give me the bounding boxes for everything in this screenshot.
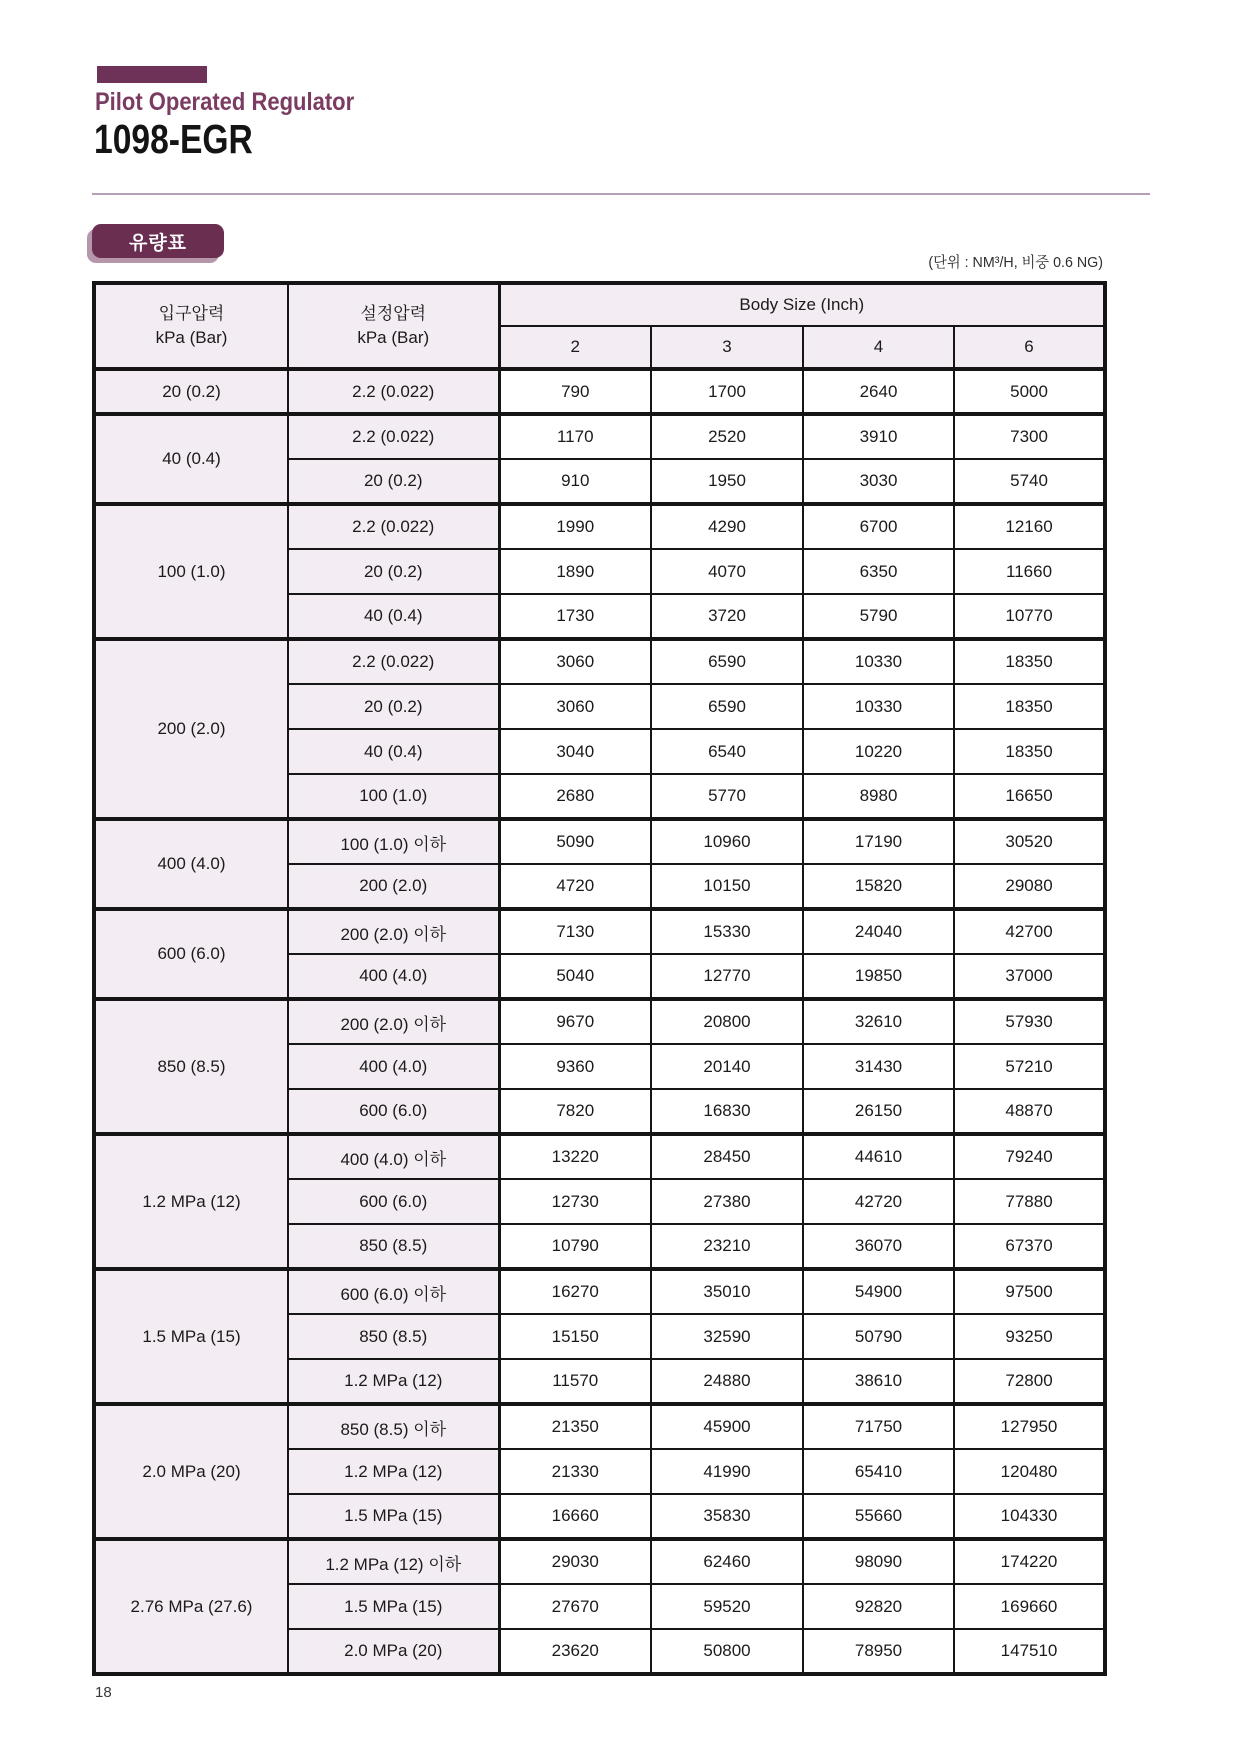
flow-value-cell: 71750 [803,1404,954,1449]
flow-value-cell: 98090 [803,1539,954,1584]
table-row [94,1134,1105,1179]
flow-value-cell: 28450 [651,1134,803,1179]
table-row [94,639,1105,684]
header-row-top [94,283,1105,326]
flow-value-cell: 3030 [803,459,954,504]
flow-value-cell: 2680 [499,774,651,819]
flow-value-cell: 97500 [954,1269,1105,1314]
flow-value-cell: 5000 [954,369,1105,414]
flow-value-cell: 10330 [803,684,954,729]
inlet-pressure-cell: 20 (0.2) [94,369,288,414]
inlet-pressure-cell: 200 (2.0) [94,639,288,819]
flow-value-cell: 13220 [499,1134,651,1179]
flow-value-cell: 5090 [499,819,651,864]
flow-value-cell: 3040 [499,729,651,774]
set-pressure-cell: 1.2 MPa (12) [288,1449,499,1494]
flow-value-cell: 127950 [954,1404,1105,1449]
flow-value-cell: 78950 [803,1629,954,1674]
inlet-pressure-cell: 850 (8.5) [94,999,288,1134]
flow-value-cell: 15150 [499,1314,651,1359]
flow-value-cell: 1730 [499,594,651,639]
set-pressure-cell: 100 (1.0) [288,774,499,819]
flow-value-cell: 77880 [954,1179,1105,1224]
inlet-pressure-cell: 600 (6.0) [94,909,288,999]
flow-value-cell: 20140 [651,1044,803,1089]
flow-value-cell: 79240 [954,1134,1105,1179]
flow-value-cell: 10790 [499,1224,651,1269]
flow-value-cell: 57210 [954,1044,1105,1089]
flow-value-cell: 174220 [954,1539,1105,1584]
flow-value-cell: 1170 [499,414,651,459]
col-header-size-3: 3 [651,326,803,369]
col-header-inlet-pressure [94,283,288,369]
flow-value-cell: 26150 [803,1089,954,1134]
flow-value-cell: 55660 [803,1494,954,1539]
flow-value-cell: 24880 [651,1359,803,1404]
table-row [94,414,1105,459]
table-row [94,909,1105,954]
flow-value-cell: 3060 [499,639,651,684]
set-pressure-title: 설정압력 [360,304,427,323]
flow-value-cell: 16830 [651,1089,803,1134]
flow-value-cell: 910 [499,459,651,504]
table-row [94,504,1105,549]
flow-value-cell: 12160 [954,504,1105,549]
flow-value-cell: 3060 [499,684,651,729]
set-pressure-cell: 20 (0.2) [288,684,499,729]
flow-value-cell: 72800 [954,1359,1105,1404]
set-pressure-cell: 1.2 MPa (12) [288,1359,499,1404]
flow-value-cell: 15820 [803,864,954,909]
flow-value-cell: 2520 [651,414,803,459]
table-row [94,1404,1105,1449]
flow-rate-table [92,281,1107,1676]
flow-value-cell: 65410 [803,1449,954,1494]
col-header-body-size: Body Size (Inch) [499,283,1105,326]
flow-value-cell: 18350 [954,639,1105,684]
flow-value-cell: 31430 [803,1044,954,1089]
flow-value-cell: 37000 [954,954,1105,999]
flow-value-cell: 6540 [651,729,803,774]
inlet-pressure-cell: 1.2 MPa (12) [94,1134,288,1269]
set-pressure-cell: 200 (2.0) 이하 [288,999,499,1044]
set-pressure-cell: 400 (4.0) [288,1044,499,1089]
flow-value-cell: 42720 [803,1179,954,1224]
col-header-set-pressure [288,283,499,369]
flow-value-cell: 6700 [803,504,954,549]
flow-value-cell: 38610 [803,1359,954,1404]
flow-value-cell: 6590 [651,639,803,684]
flow-value-cell: 10220 [803,729,954,774]
set-pressure-cell: 40 (0.4) [288,594,499,639]
flow-value-cell: 67370 [954,1224,1105,1269]
flow-value-cell: 1990 [499,504,651,549]
flow-value-cell: 5040 [499,954,651,999]
set-pressure-cell: 400 (4.0) [288,954,499,999]
flow-value-cell: 23210 [651,1224,803,1269]
flow-value-cell: 18350 [954,684,1105,729]
flow-value-cell: 12730 [499,1179,651,1224]
flow-value-cell: 10770 [954,594,1105,639]
flow-value-cell: 16650 [954,774,1105,819]
flow-value-cell: 169660 [954,1584,1105,1629]
flow-value-cell: 11660 [954,549,1105,594]
flow-value-cell: 11570 [499,1359,651,1404]
flow-value-cell: 10330 [803,639,954,684]
flow-value-cell: 57930 [954,999,1105,1044]
flow-value-cell: 20800 [651,999,803,1044]
flow-value-cell: 35830 [651,1494,803,1539]
table-row [94,819,1105,864]
flow-value-cell: 50800 [651,1629,803,1674]
flow-value-cell: 3910 [803,414,954,459]
flow-value-cell: 5770 [651,774,803,819]
flow-value-cell: 21350 [499,1404,651,1449]
flow-value-cell: 1890 [499,549,651,594]
flow-value-cell: 104330 [954,1494,1105,1539]
flow-value-cell: 2640 [803,369,954,414]
col-header-size-6: 6 [954,326,1105,369]
flow-value-cell: 8980 [803,774,954,819]
set-pressure-cell: 200 (2.0) 이하 [288,909,499,954]
flow-value-cell: 5790 [803,594,954,639]
table-header [94,283,1105,369]
flow-value-cell: 42700 [954,909,1105,954]
set-pressure-cell: 850 (8.5) [288,1314,499,1359]
flow-value-cell: 7300 [954,414,1105,459]
set-pressure-cell: 100 (1.0) 이하 [288,819,499,864]
set-pressure-cell: 2.2 (0.022) [288,369,499,414]
set-pressure-cell: 2.2 (0.022) [288,414,499,459]
flow-value-cell: 9360 [499,1044,651,1089]
flow-value-cell: 12770 [651,954,803,999]
flow-value-cell: 36070 [803,1224,954,1269]
flow-value-cell: 32590 [651,1314,803,1359]
flow-value-cell: 50790 [803,1314,954,1359]
flow-value-cell: 45900 [651,1404,803,1449]
table-row [94,1539,1105,1584]
flow-value-cell: 17190 [803,819,954,864]
set-pressure-cell: 600 (6.0) [288,1089,499,1134]
set-pressure-cell: 2.2 (0.022) [288,504,499,549]
flow-value-cell: 93250 [954,1314,1105,1359]
set-pressure-cell: 2.0 MPa (20) [288,1629,499,1674]
section-badge-label: 유량표 [128,232,188,254]
page-title: 1098-EGR [94,116,253,162]
flow-value-cell: 29030 [499,1539,651,1584]
flow-value-cell: 16270 [499,1269,651,1314]
title-divider [92,193,1150,195]
inlet-pressure-cell: 100 (1.0) [94,504,288,639]
flow-value-cell: 19850 [803,954,954,999]
flow-value-cell: 24040 [803,909,954,954]
flow-table-body [94,369,1105,1674]
table-row [94,369,1105,414]
inlet-pressure-cell: 2.76 MPa (27.6) [94,1539,288,1674]
table-row [94,999,1105,1044]
flow-value-cell: 15330 [651,909,803,954]
flow-value-cell: 44610 [803,1134,954,1179]
set-pressure-cell: 1.2 MPa (12) 이하 [288,1539,499,1584]
flow-value-cell: 9670 [499,999,651,1044]
set-pressure-unit: kPa (Bar) [357,328,430,347]
inlet-pressure-title: 입구압력 [158,304,225,323]
inlet-pressure-unit: kPa (Bar) [155,328,228,347]
flow-value-cell: 3720 [651,594,803,639]
set-pressure-cell: 1.5 MPa (15) [288,1584,499,1629]
flow-value-cell: 7820 [499,1089,651,1134]
flow-value-cell: 4070 [651,549,803,594]
accent-bar [97,66,207,83]
flow-value-cell: 6350 [803,549,954,594]
flow-value-cell: 32610 [803,999,954,1044]
flow-value-cell: 35010 [651,1269,803,1314]
flow-value-cell: 48870 [954,1089,1105,1134]
flow-value-cell: 6590 [651,684,803,729]
flow-value-cell: 4290 [651,504,803,549]
flow-value-cell: 147510 [954,1629,1105,1674]
col-header-size-2: 2 [499,326,651,369]
flow-value-cell: 16660 [499,1494,651,1539]
set-pressure-cell: 400 (4.0) 이하 [288,1134,499,1179]
set-pressure-cell: 600 (6.0) 이하 [288,1269,499,1314]
page-number: 18 [95,1684,112,1701]
flow-value-cell: 30520 [954,819,1105,864]
flow-value-cell: 41990 [651,1449,803,1494]
set-pressure-cell: 20 (0.2) [288,459,499,504]
table-row [94,1269,1105,1314]
inlet-pressure-cell: 2.0 MPa (20) [94,1404,288,1539]
set-pressure-cell: 2.2 (0.022) [288,639,499,684]
flow-value-cell: 1700 [651,369,803,414]
set-pressure-cell: 850 (8.5) [288,1224,499,1269]
set-pressure-cell: 40 (0.4) [288,729,499,774]
flow-value-cell: 23620 [499,1629,651,1674]
set-pressure-cell: 200 (2.0) [288,864,499,909]
flow-value-cell: 27670 [499,1584,651,1629]
flow-value-cell: 62460 [651,1539,803,1584]
flow-value-cell: 10960 [651,819,803,864]
set-pressure-cell: 600 (6.0) [288,1179,499,1224]
flow-value-cell: 790 [499,369,651,414]
flow-value-cell: 92820 [803,1584,954,1629]
flow-value-cell: 1950 [651,459,803,504]
set-pressure-cell: 20 (0.2) [288,549,499,594]
flow-value-cell: 29080 [954,864,1105,909]
flow-value-cell: 5740 [954,459,1105,504]
inlet-pressure-cell: 1.5 MPa (15) [94,1269,288,1404]
set-pressure-cell: 1.5 MPa (15) [288,1494,499,1539]
flow-value-cell: 18350 [954,729,1105,774]
flow-value-cell: 59520 [651,1584,803,1629]
flow-value-cell: 27380 [651,1179,803,1224]
flow-value-cell: 54900 [803,1269,954,1314]
flow-value-cell: 7130 [499,909,651,954]
set-pressure-cell: 850 (8.5) 이하 [288,1404,499,1449]
flow-value-cell: 120480 [954,1449,1105,1494]
category-title: Pilot Operated Regulator [95,88,355,116]
flow-value-cell: 10150 [651,864,803,909]
inlet-pressure-cell: 400 (4.0) [94,819,288,909]
flow-value-cell: 21330 [499,1449,651,1494]
flow-value-cell: 4720 [499,864,651,909]
unit-note: (단위 : NM³/H, 비중 0.6 NG) [928,254,1103,271]
inlet-pressure-cell: 40 (0.4) [94,414,288,504]
col-header-size-4: 4 [803,326,954,369]
